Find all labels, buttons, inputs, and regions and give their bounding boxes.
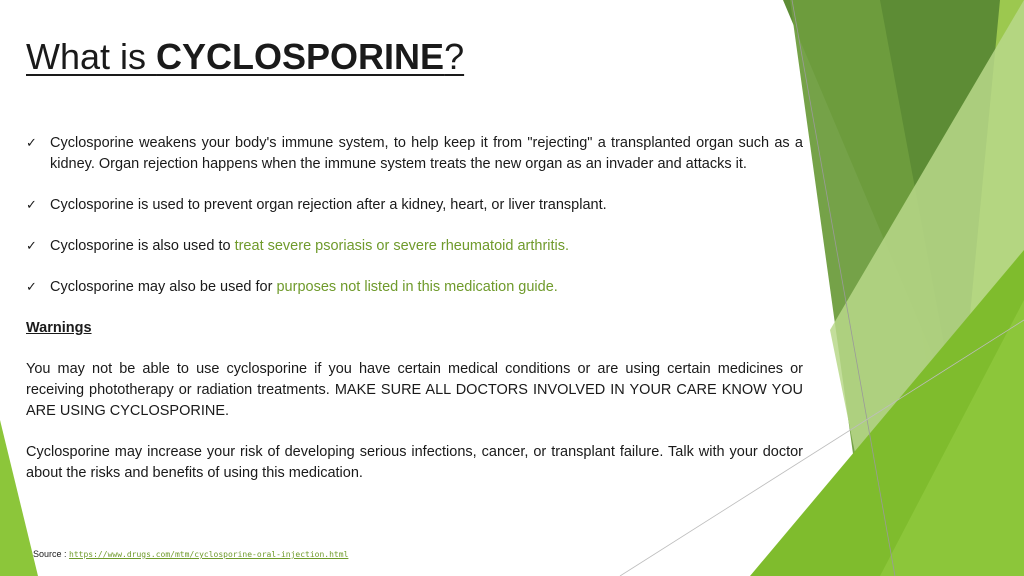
source-label: Source :	[33, 549, 70, 559]
warnings-heading: Warnings	[26, 320, 92, 336]
bullet-item	[26, 277, 803, 298]
bullet-text: Cyclosporine is also used to	[50, 238, 235, 254]
title-drug-name: CYCLOSPORINE	[156, 36, 445, 77]
title-prefix: What is	[26, 36, 157, 77]
bullet-item	[26, 236, 803, 257]
bullet-link[interactable]: treat severe psoriasis or severe rheumatoid arthritis.	[234, 238, 570, 254]
bullet-item	[26, 133, 803, 175]
bullet-link[interactable]: purposes not listed in this medication guide.	[276, 279, 558, 295]
checkmark-icon: ✓	[26, 136, 37, 151]
title-suffix: ?	[444, 36, 465, 77]
slide-body	[26, 133, 803, 504]
bullet-text: Cyclosporine is used to prevent organ rejection after a kidney, heart, or liver transplant.	[50, 197, 607, 213]
warnings-paragraph: You may not be able to use cyclosporine if you have certain medical conditions or are using certain medicines or receiving phototherapy or radiation treatments. MAKE SURE ALL DOCTORS INVOLVED IN YOUR CARE KNOW YOU ARE USING CYCLOSPORINE.	[26, 361, 803, 419]
warnings-paragraph: Cyclosporine may increase your risk of developing serious infections, cancer, or transplant failure. Talk with your doctor about the risks and benefits of using this medication.	[26, 444, 803, 481]
bullet-item	[26, 195, 803, 216]
bullet-text: Cyclosporine may also be used for	[50, 279, 277, 295]
checkmark-icon: ✓	[26, 198, 37, 213]
bullet-list	[26, 133, 803, 298]
checkmark-icon: ✓	[26, 239, 37, 254]
source-link[interactable]: https://www.drugs.com/mtm/cyclosporine-oral-injection.html	[69, 550, 349, 559]
checkmark-icon: ✓	[26, 280, 37, 295]
slide-title	[26, 36, 464, 78]
bullet-text: Cyclosporine weakens your body's immune system, to help keep it from "rejecting" a transplanted organ such as a kidney. Organ rejection happens when the immune system treats the new organ as an invader and attacks it.	[50, 135, 803, 172]
source-citation	[33, 549, 348, 559]
